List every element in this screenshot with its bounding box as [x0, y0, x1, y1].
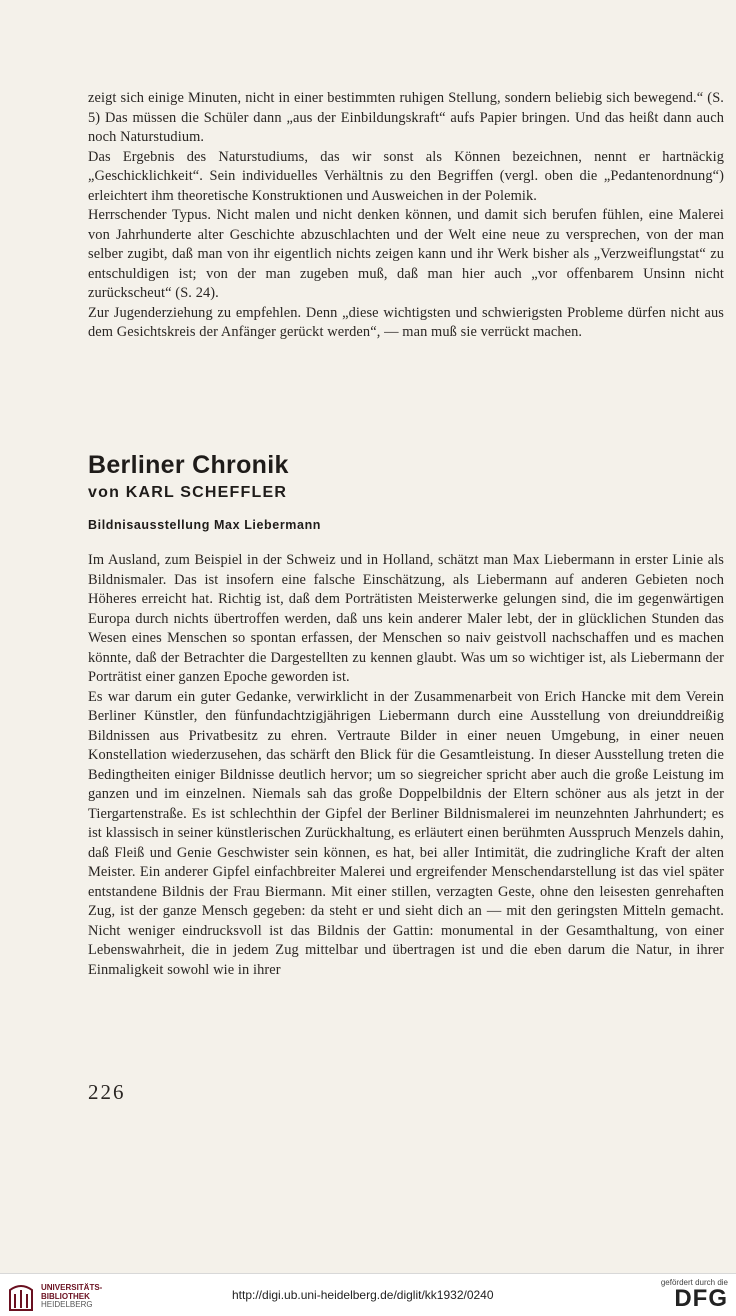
library-line: HEIDELBERG — [41, 1300, 93, 1309]
article-title: Berliner Chronik — [88, 451, 289, 479]
article-byline: von KARL SCHEFFLER — [88, 484, 288, 501]
funding-label: gefördert durch die — [660, 1278, 728, 1287]
page-number: 226 — [88, 1080, 126, 1104]
funding-credit — [661, 1278, 728, 1311]
library-line: BIBLIOTHEK — [41, 1291, 90, 1301]
university-seal-icon — [6, 1280, 36, 1314]
viewer-footer — [0, 1273, 736, 1316]
article-body — [88, 551, 724, 980]
paragraph: Zur Jugenderziehung zu empfehlen. Denn „diese wichtigsten und schwierigsten Probleme dürfen nicht aus dem Gesichtskreis der Anfänger gerückt werden“, — man muß sie verrückt machen. — [88, 304, 724, 340]
continued-text-block — [88, 89, 724, 343]
library-name — [41, 1284, 102, 1310]
paragraph: zeigt sich einige Minuten, nicht in einer bestimmten ruhigen Stellung, sondern beliebig sich bewegend.“ (S. 5) Das müssen die Schüler dann „aus der Einbildungskraft“ aufs Papier bringen. Und das heißt dann auch noch Naturstudium. — [88, 90, 724, 145]
paragraph: Es war darum ein guter Gedanke, verwirklicht in der Zusammenarbeit von Erich Hancke mit dem Verein Berliner Künstler, den fünfundachtzigjährigen Liebermann durch eine Ausstellung von dreiunddreißig Bildnissen aus Privatbesitz zu ehren. Vertraute Bilder in einer neuen Umgebung, in einer neuen Konstellation wiederzusehen, das schärft den Blick für die Gesamtleistung. In dieser Ausstellung treten die Bedingtheiten einiger Bildnisse deutlich hervor; um so siegreicher spricht aber auch die große Leistung im ganzen und im einzelnen. Niemals sah das große Doppelbildnis der Eltern schöner aus als jetzt in der Tiergartenstraße. Es ist schlechthin der Gipfel der Berliner Bildnismalerei im neunzehnten Jahrhundert; es ist klassisch in seiner künstlerischen Zurückhaltung, es erläutert einen berühmten Ausspruch Menzels dahin, daß Fleiß und Genie Geschwister sein können, es hat, bei aller Intimität, die zudringliche Kraft der alten Meister. Ein anderer Gipfel einfachbreiter Malerei und ergreifender Menschendarstellung ist das viel später entstandene Bildnis der Frau Biermann. Mit einer stillen, verzagten Geste, ohne den leisesten genrehaften Zug, ist der ganze Mensch gegeben: da steht er und sieht dich an — mit den geringsten Mitteln gemacht. Nicht weniger eindrucksvoll ist das Bildnis der Gattin: monumental in der Gesamthaltung, von einer Lebenswahrheit, die in jedem Zug mittelbar und übertragen ist und die eben darum die Natur, in ihrer Einmaligkeit sowohl wie in ihrer — [88, 688, 724, 978]
paragraph: Herrschender Typus. Nicht malen und nicht denken können, und damit sich berufen fühlen, eine Malerei von Jahrhunderte alter Geschichte abzuschlachten und der Welt eine neue zu versprechen, von der man selber zugibt, daß man von ihr eigentlich nichts zeigen kann und ihr Werk bisher als „Verzweiflungstat“ zu entschuldigen ist; von der man zugeben muß, daß man hier auch „vor offenbarem Unsinn nicht zurückscheut“ (S. 24). — [88, 207, 724, 301]
library-line: UNIVERSITÄTS- — [41, 1283, 103, 1292]
paragraph: Im Ausland, zum Beispiel in der Schweiz und in Holland, schätzt man Max Liebermann in erster Linie als Bildnismaler. Das ist insofern eine falsche Einschätzung, als Liebermann auf anderen Gebieten noch Höheres erreicht hat. Richtig ist, daß dem Porträtisten Meisterwerke gelungen sind, die im gegenwärtigen Europa durch nichts übertroffen werden, daß uns kein anderer Maler lebt, der in glücklichen Stunden das Wesen eines Menschen so spontan erfassen, der Menschen so naiv geistvoll nachschaffen und es machen könnte, daß der Betrachter die Dargestellten zu kennen glaubt. Was um so wichtiger ist, als Liebermann der Porträtist einer ganzen Epoche geworden ist. — [88, 552, 724, 685]
dfg-logo: DFG — [674, 1285, 728, 1312]
paragraph: Das Ergebnis des Naturstudiums, das wir sonst als Können bezeichnen, nennt er hartnäckig „Geschicklichkeit“. Sein individuelles Verhältnis zu den Begriffen (vergl. oben die „Pedantenordnung“) erleichtert ihm theoretische Konstruktionen und Ausweichen in der Polemik. — [88, 148, 724, 204]
article-subtitle: Bildnisausstellung Max Liebermann — [88, 518, 322, 532]
permalink-url[interactable]: http://digi.ub.uni-heidelberg.de/diglit/kk1932/0240 — [232, 1288, 494, 1302]
